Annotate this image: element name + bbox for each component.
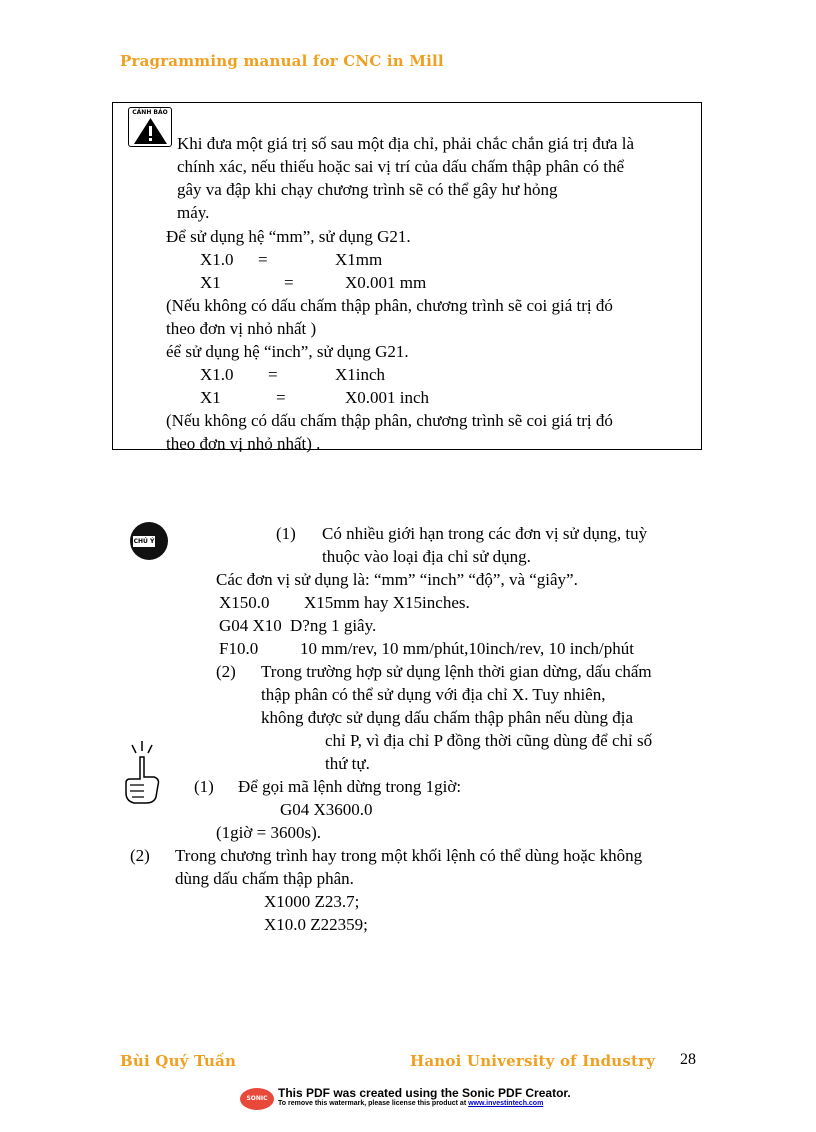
warning-line-1: Khi đưa một giá trị số sau một địa chỉ, phải chắc chắn giá trị đưa là <box>177 134 634 153</box>
note-item-2-line-3: không được sử dụng dấu chấm thập phân nếu dùng địa <box>261 708 634 727</box>
note-item-2-line-2: thập phân có thể sử dụng với địa chỉ X. Tuy nhiên, <box>261 685 606 704</box>
watermark-line-2 <box>278 1100 543 1107</box>
unit-example-2-code: G04 X10 <box>219 616 282 635</box>
note-item-2-number: (2) <box>216 662 236 681</box>
note-item-2-line-1: Trong trường hợp sử dụng lệnh thời gian dừng, dấu chấm <box>261 662 652 681</box>
inch-example-1-eq: = <box>268 365 278 384</box>
watermark-line-2-text: To remove this watermark, please license this product at <box>278 1100 469 1107</box>
units-line: Các đơn vị sử dụng là: “mm” “inch” “độ”, và “giây”. <box>216 570 578 589</box>
watermark-line-1: This PDF was created using the Sonic PDF Creator. <box>278 1086 571 1100</box>
example-1-code: G04 X3600.0 <box>280 800 373 819</box>
example-2-line-1: Trong chương trình hay trong một khối lệnh có thể dùng hoặc không <box>175 846 643 865</box>
unit-example-3-code: F10.0 <box>219 639 259 658</box>
inch-example-2-eq: = <box>276 388 286 407</box>
warning-line-10: theo đơn vị nhỏ nhất) . <box>166 434 321 453</box>
warning-line-9: (Nếu không có dấu chấm thập phân, chương trình sẽ coi giá trị đó <box>166 411 613 430</box>
warning-line-5: Để sử dụng hệ “mm”, sử dụng G21. <box>166 227 411 246</box>
note-item-1-number: (1) <box>276 524 296 543</box>
pointing-hand-icon <box>118 735 166 807</box>
warning-line-8: éể sử dụng hệ “inch”, sử dụng G21. <box>166 342 409 361</box>
warning-line-3: gây va đập khi chạy chương trình sẽ có thể gây hư hỏng <box>177 180 558 199</box>
warning-line-7: theo đơn vị nhỏ nhất ) <box>166 319 317 338</box>
pdf-watermark <box>240 1086 600 1124</box>
unit-example-3-desc: 10 mm/rev, 10 mm/phút,10inch/rev, 10 inch/phút <box>300 639 634 658</box>
example-1-note: (1giờ = 3600s). <box>216 823 321 842</box>
example-2-code-1: X1000 Z23.7; <box>264 892 360 911</box>
example-2-number: (2) <box>130 846 150 865</box>
watermark-link[interactable]: www.investintech.com <box>468 1100 544 1107</box>
footer-author: Bùi Quý Tuấn <box>120 1052 237 1070</box>
unit-example-2-desc: D?ng 1 giây. <box>290 616 377 635</box>
warning-icon <box>128 107 172 147</box>
note-item-2-line-5: thứ tự. <box>325 754 370 773</box>
unit-example-1-desc: X15mm hay X15inches. <box>304 593 470 612</box>
note-icon-label: CHÚ Ý <box>133 538 155 545</box>
warning-line-4: máy. <box>177 203 210 222</box>
mm-example-2-eq: = <box>284 273 294 292</box>
inch-example-2-code: X1 <box>200 388 221 407</box>
example-2-line-2: dùng dấu chấm thập phân. <box>175 869 354 888</box>
page-header-title: Pragramming manual for CNC in Mill <box>120 52 444 70</box>
inch-example-2-value: X0.001 inch <box>345 388 430 407</box>
inch-example-1-value: X1inch <box>335 365 386 384</box>
mm-example-2-value: X0.001 mm <box>345 273 427 292</box>
mm-example-2-code: X1 <box>200 273 221 292</box>
mm-example-1-code: X1.0 <box>200 250 234 269</box>
sonic-pdf-logo: SONIC PDF <box>240 1088 274 1110</box>
mm-example-1-eq: = <box>258 250 268 269</box>
note-icon <box>130 522 168 560</box>
inch-example-1-code: X1.0 <box>200 365 234 384</box>
example-1-number: (1) <box>194 777 214 796</box>
example-2-code-2: X10.0 Z22359; <box>264 915 368 934</box>
warning-line-2: chính xác, nếu thiếu hoặc sai vị trí của dấu chấm thập phân có thể <box>177 157 625 176</box>
note-item-1-line-1: Có nhiều giới hạn trong các đơn vị sử dụng, tuỳ <box>322 524 648 543</box>
footer-university: Hanoi University of Industry <box>410 1052 656 1070</box>
warning-icon-label: CẢNH BÁO <box>132 109 168 116</box>
note-item-1-line-2: thuộc vào loại địa chỉ sử dụng. <box>322 547 531 566</box>
example-1-text: Để gọi mã lệnh dừng trong 1giờ: <box>238 777 462 796</box>
note-item-2-line-4: chỉ P, vì địa chỉ P đồng thời cũng dùng để chỉ số <box>325 731 653 750</box>
page-number: 28 <box>680 1051 696 1068</box>
warning-line-6: (Nếu không có dấu chấm thập phân, chương trình sẽ coi giá trị đó <box>166 296 613 315</box>
unit-example-1-code: X150.0 <box>219 593 270 612</box>
mm-example-1-value: X1mm <box>335 250 383 269</box>
